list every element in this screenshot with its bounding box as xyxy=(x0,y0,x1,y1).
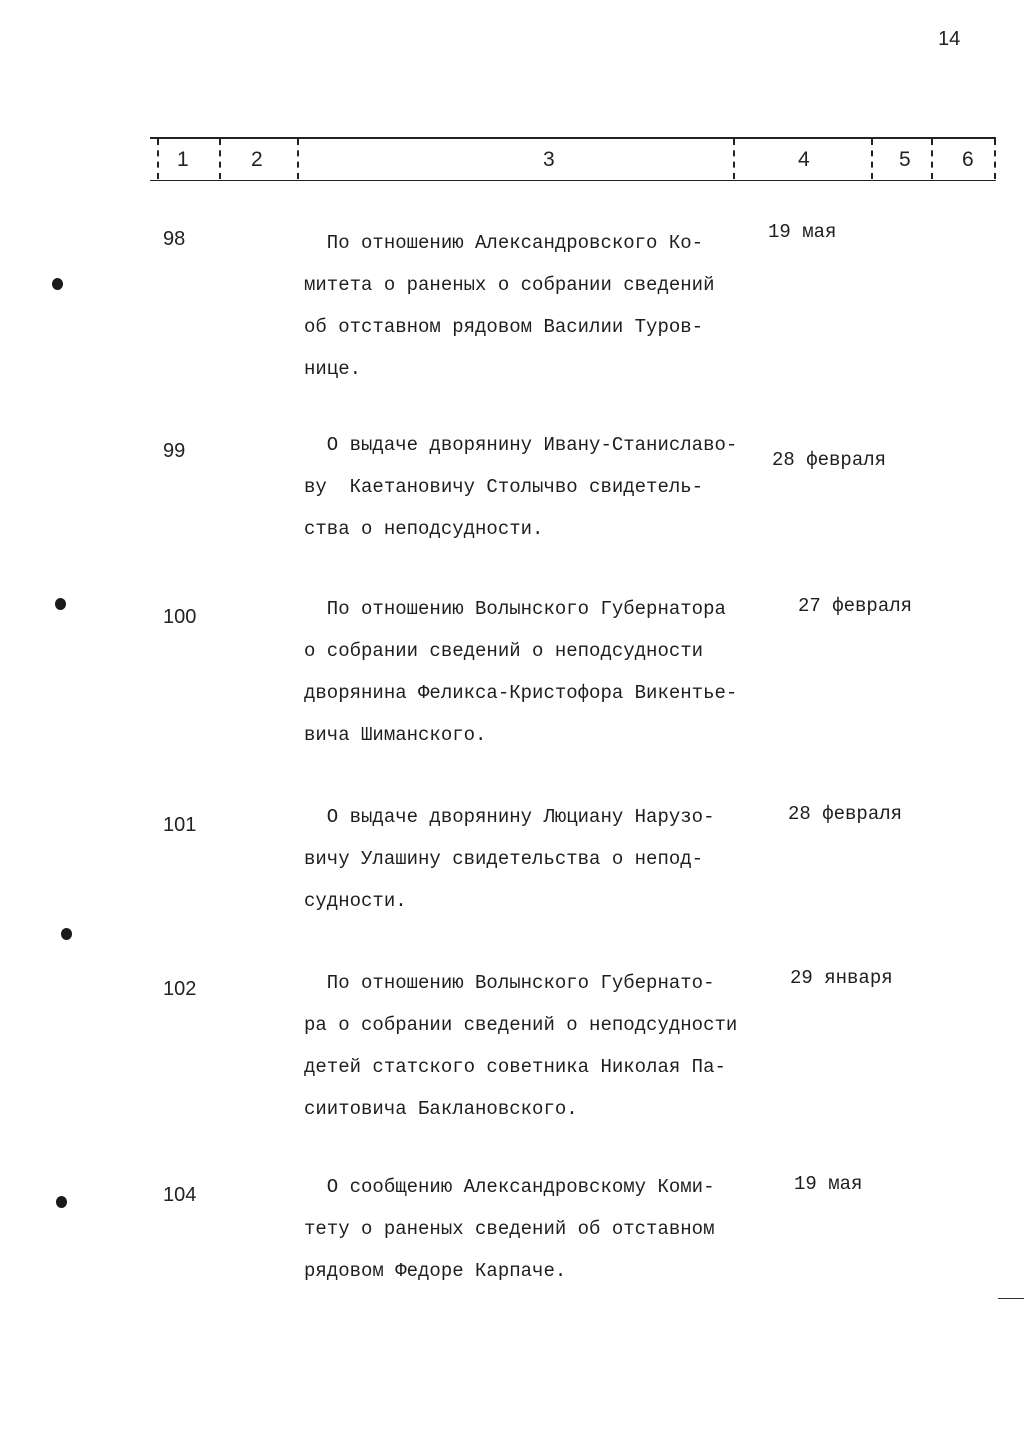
edge-mark xyxy=(998,1298,1024,1299)
column-separator xyxy=(871,139,873,179)
entry-text: О сообщению Александровскому Коми- тету о раненых сведений об отставном рядовом Федоре Карпаче. xyxy=(304,1176,715,1282)
page-number: 14 xyxy=(938,28,961,50)
column-separator xyxy=(157,139,159,179)
column-header-6: 6 xyxy=(962,148,974,171)
entry-date: 19 мая xyxy=(768,221,837,243)
punch-hole-mark xyxy=(52,278,63,290)
entry-text: По отношению Александровского Ко- митета о раненых о собрании сведений об отставном рядовом Василии Туров- нице. xyxy=(304,232,715,380)
column-header-5: 5 xyxy=(899,148,911,171)
punch-hole-mark xyxy=(56,1196,67,1208)
entry-date: 27 февраля xyxy=(798,595,913,617)
column-separator xyxy=(219,139,221,179)
column-separator xyxy=(931,139,933,179)
entry-date: 28 февраля xyxy=(788,803,903,825)
column-header-4: 4 xyxy=(798,148,810,171)
entry-date: 19 мая xyxy=(794,1173,863,1195)
column-header-1: 1 xyxy=(177,148,189,171)
column-separator xyxy=(994,139,996,179)
entry-number: 98 xyxy=(163,228,186,250)
column-separator xyxy=(297,139,299,179)
entry-text: О выдаче дворянину Люциану Нарузо- вичу Улашину свидетельства о непод- судности. xyxy=(304,806,715,912)
entry-date: 28 февраля xyxy=(772,449,887,471)
punch-hole-mark xyxy=(61,928,72,940)
entry-number: 102 xyxy=(163,978,197,1000)
entry-number: 100 xyxy=(163,606,197,628)
column-header-3: 3 xyxy=(543,148,555,171)
entry-number: 104 xyxy=(163,1184,197,1206)
column-separator xyxy=(733,139,735,179)
column-header-2: 2 xyxy=(251,148,263,171)
entry-text: О выдаче дворянину Ивану-Станиславо- ву Каетановичу Столычво свидетель- ства о неподсудности. xyxy=(304,434,738,540)
entry-text: По отношению Волынского Губернато- ра о собрании сведений о неподсудности детей статского советника Николая Па- сиитовича Баклановского. xyxy=(304,972,738,1120)
header-top-rule xyxy=(150,137,996,139)
entry-number: 101 xyxy=(163,814,197,836)
entry-text: По отношению Волынского Губернатора о собрании сведений о неподсудности дворянина Феликса-Кристофора Викентье- вича Шиманского. xyxy=(304,598,738,746)
header-bottom-rule xyxy=(150,180,996,181)
punch-hole-mark xyxy=(55,598,66,610)
entry-date: 29 января xyxy=(790,967,893,989)
entry-number: 99 xyxy=(163,440,186,462)
